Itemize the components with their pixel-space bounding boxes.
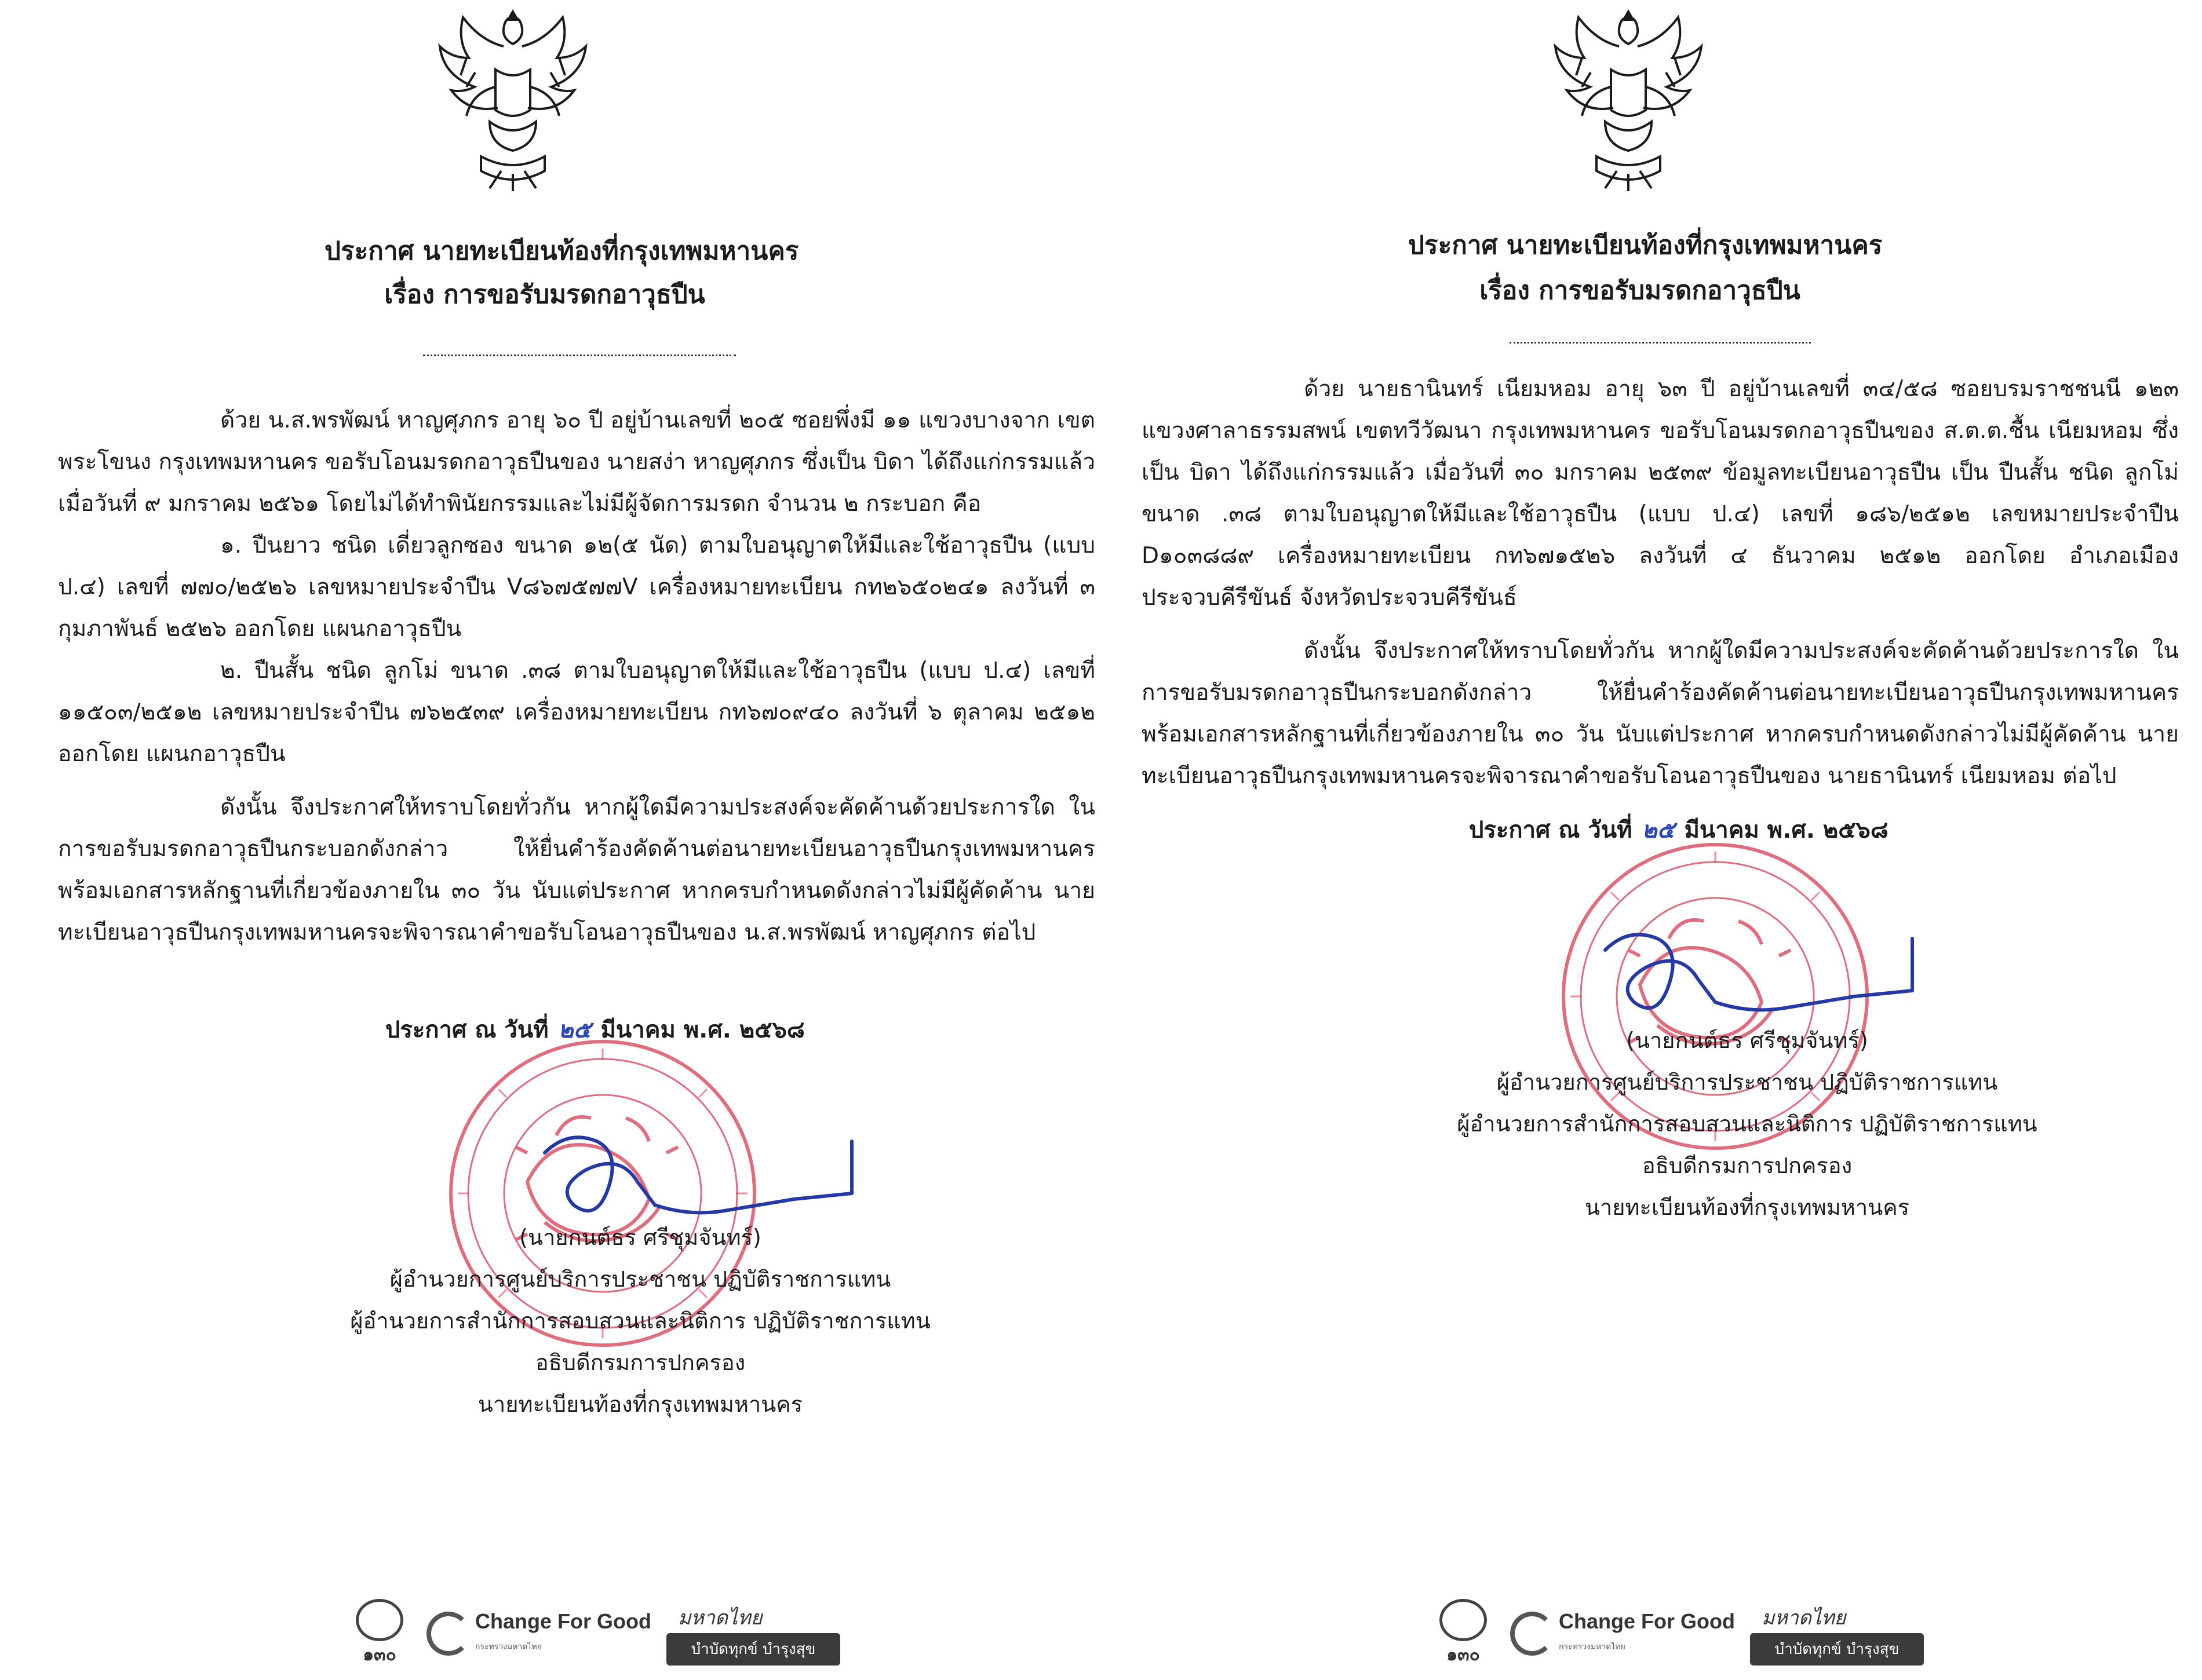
signer-name: (นายกนต์ธร ศรีชุมจันทร์) <box>519 1225 761 1250</box>
paragraph: ด้วย นายธานินทร์ เนียมหอม อายุ ๖๓ ปี อยู่บ้านเลขที่ ๓๔/๕๘ ซอยบรมราชชนนี ๑๒๓ แขวงศาลาธรรมสพน์ เขตทวีวัฒนา กรุงเทพมหานคร ขอรับโอนมรดกอาวุธปืนของ ส.ต.ต.ชื้น เนียมหอม ซึ่งเป็น บิดา ได้ถึงแก่กรรมแล้ว เมื่อวันที่ ๓๐ มกราคม ๒๕๓๙ ข้อมูลทะเบียนอาวุธปืน เป็น ปืนสั้น ชนิด ลูกโม่ ขนาด .๓๘ ตามใบอนุญาตให้มีและใช้อาวุธปืน (แบบ ป.๔) เลขที่ ๑๘๖/๒๕๑๒ เลขหมายประจำปืน D๑๐๓๘๘๙ เครื่องหมายทะเบียน กท๖๗๑๕๒๖ ลงวันที่ ๔ ธันวาคม ๒๕๑๒ ออกโดย อำเภอเมือง ประจวบคีรีขันธ์ จังหวัดประจวบคีรีขันธ์ <box>1142 376 2179 611</box>
announcement-document-1 <box>0 0 1095 1680</box>
signer-title: อธิบดีกรมการปกครอง <box>1642 1153 1853 1178</box>
footer-logos <box>348 1596 840 1671</box>
banner-text: บำบัดทุกข์ บำรุงสุข <box>666 1633 840 1666</box>
change-for-good-text: Change For Good <box>1559 1609 1735 1633</box>
signer-title: นายทะเบียนท้องที่กรุงเทพมหานคร <box>1584 1195 1910 1220</box>
date-day: ๒๕ <box>1642 817 1675 843</box>
announcement-date <box>1469 811 1889 848</box>
change-for-good-subtext: กระทรวงมหาดไทย <box>475 1641 542 1651</box>
paragraph: ๒. ปืนสั้น ชนิด ลูกโม่ ขนาด .๓๘ ตามใบอนุญาตให้มีและใช้อาวุธปืน (แบบ ป.๔) เลขที่ ๑๑๕๐๓/๒๕๑๒ เลขหมายประจำปืน ๗๖๒๕๓๙ เครื่องหมายทะเบียน กท๖๗๐๙๔๐ ลงวันที่ ๖ ตุลาคม ๒๕๑๒ ออกโดย แผนกอาวุธปืน <box>58 658 1095 767</box>
signer-title: ผู้อำนวยการสำนักการสอบสวนและนิติการ ปฏิบัติราชการแทน <box>350 1308 931 1334</box>
signer-title: ผู้อำนวยการศูนย์บริการประชาชน ปฏิบัติราชการแทน <box>389 1266 891 1292</box>
garuda-emblem-icon <box>1541 6 1715 197</box>
signer-title: ผู้อำนวยการสำนักการสอบสวนและนิติการ ปฏิบัติราชการแทน <box>1457 1111 2037 1137</box>
mahadthai-banner-logo-icon <box>1750 1602 1924 1666</box>
document-body <box>58 400 1095 954</box>
change-for-good-subtext: กระทรวงมหาดไทย <box>1559 1641 1625 1651</box>
document-body <box>1142 368 2179 797</box>
title-divider <box>1510 342 1811 344</box>
document-title: ประกาศ นายทะเบียนท้องที่กรุงเทพมหานคร <box>325 236 799 266</box>
date-day: ๒๕ <box>558 1017 591 1043</box>
signer-title: นายทะเบียนท้องที่กรุงเทพมหานคร <box>477 1392 803 1417</box>
signer-title: ผู้อำนวยการศูนย์บริการประชาชน ปฏิบัติราชการแทน <box>1496 1069 1998 1095</box>
document-subject: เรื่อง การขอรับมรดกอาวุธปืน <box>1479 276 1800 305</box>
garuda-emblem-icon <box>426 6 600 197</box>
banner-script: มหาดไทย <box>677 1606 763 1630</box>
announcement-document-2 <box>1101 0 2190 1680</box>
anniversary-number: ๑๓๐ <box>1446 1645 1480 1665</box>
announcement-date <box>385 1011 805 1048</box>
anniversary-130-logo-icon <box>1431 1599 1495 1668</box>
document-title: ประกาศ นายทะเบียนท้องที่กรุงเทพมหานคร <box>1408 231 1883 260</box>
mahadthai-banner-logo-icon <box>666 1602 840 1666</box>
document-subject: เรื่อง การขอรับมรดกอาวุธปืน <box>384 280 705 309</box>
title-divider <box>423 355 736 356</box>
date-month-year: มีนาคม พ.ศ. ๒๕๖๘ <box>600 1017 805 1043</box>
paragraph: ด้วย น.ส.พรพัฒน์ หาญศุภกร อายุ ๖๐ ปี อยู่บ้านเลขที่ ๒๐๕ ซอยพึ่งมี ๑๑ แขวงบางจาก เขตพระโขนง กรุงเทพมหานคร ขอรับโอนมรดกอาวุธปืนของ นายสง่า หาญศุภกร ซึ่งเป็น บิดา ได้ถึงแก่กรรมแล้ว เมื่อวันที่ ๙ มกราคม ๒๕๖๑ โดยไม่ได้ทำพินัยกรรมและไม่มีผู้จัดการมรดก จำนวน ๒ กระบอก คือ <box>58 407 1095 517</box>
signer-name: (นายกนต์ธร ศรีชุมจันทร์) <box>1626 1028 1868 1053</box>
anniversary-number: ๑๓๐ <box>363 1645 396 1665</box>
footer-logos <box>1431 1596 1924 1671</box>
signer-title: อธิบดีกรมการปกครอง <box>535 1350 746 1375</box>
signer-block <box>1420 1020 2075 1228</box>
signer-block <box>313 1217 968 1425</box>
change-for-good-logo-icon <box>426 1611 651 1657</box>
anniversary-130-logo-icon <box>348 1599 411 1668</box>
paragraph: ๑. ปืนยาว ชนิด เดี่ยวลูกซอง ขนาด ๑๒(๕ นัด) ตามใบอนุญาตให้มีและใช้อาวุธปืน (แบบ ป.๔) เลขที่ ๗๗๐/๒๕๒๖ เลขหมายประจำปืน V๘๖๗๕๗๗V เครื่องหมายทะเบียน กท๒๖๕๐๒๔๑ ลงวันที่ ๓ กุมภาพันธ์ ๒๕๒๖ ออกโดย แผนกอาวุธปืน <box>58 532 1095 642</box>
date-prefix: ประกาศ ณ วันที่ <box>385 1017 549 1043</box>
banner-script: มหาดไทย <box>1761 1606 1846 1630</box>
banner-text: บำบัดทุกข์ บำรุงสุข <box>1750 1633 1924 1666</box>
date-month-year: มีนาคม พ.ศ. ๒๕๖๘ <box>1684 817 1889 843</box>
change-for-good-logo-icon <box>1510 1611 1735 1657</box>
paragraph: ดังนั้น จึงประกาศให้ทราบโดยทั่วกัน หากผู้ใดมีความประสงค์จะคัดค้านด้วยประการใด ในการขอรับมรดกอาวุธปืนกระบอกดังกล่าว ให้ยื่นคำร้องคัดค้านต่อนายทะเบียนอาวุธปืนกรุงเทพมหานคร พร้อมเอกสารหลักฐานที่เกี่ยวข้องภายใน ๓๐ วัน นับแต่ประกาศ หากครบกำหนดดังกล่าวไม่มีผู้คัดค้าน นายทะเบียนอาวุธปืนกรุงเทพมหานครจะพิจารณาคำขอรับโอนอาวุธปืนของ นายธานินทร์ เนียมหอม ต่อไป <box>1142 638 2179 789</box>
change-for-good-text: Change For Good <box>475 1609 651 1633</box>
date-prefix: ประกาศ ณ วันที่ <box>1469 817 1632 843</box>
paragraph: ดังนั้น จึงประกาศให้ทราบโดยทั่วกัน หากผู้ใดมีความประสงค์จะคัดค้านด้วยประการใด ในการขอรับมรดกอาวุธปืนกระบอกดังกล่าว ให้ยื่นคำร้องคัดค้านต่อนายทะเบียนอาวุธปืนกรุงเทพมหานคร พร้อมเอกสารหลักฐานที่เกี่ยวข้องภายใน ๓๐ วัน นับแต่ประกาศ หากครบกำหนดดังกล่าวไม่มีผู้คัดค้าน นายทะเบียนอาวุธปืนกรุงเทพมหานครจะพิจารณาคำขอรับโอนอาวุธปืนของ น.ส.พรพัฒน์ หาญศุภกร ต่อไป <box>58 794 1095 945</box>
